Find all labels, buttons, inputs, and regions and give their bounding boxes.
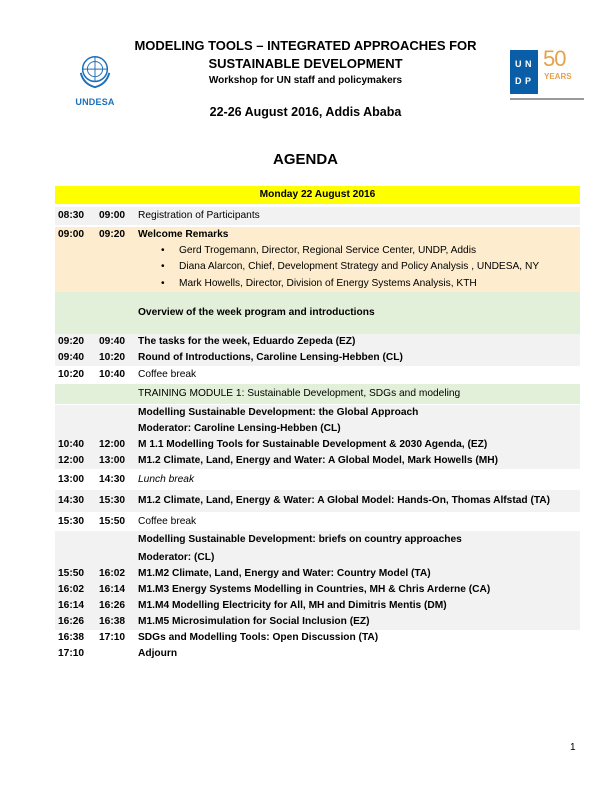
agenda-row xyxy=(55,490,580,512)
session-title: SDGs and Modelling Tools: Open Discussion (TA) xyxy=(138,632,379,643)
start-time: 16:38 xyxy=(58,632,85,643)
agenda-bullet-row xyxy=(55,259,580,275)
end-time: 16:26 xyxy=(99,600,126,611)
session-title: TRAINING MODULE 1: Sustainable Development, SDGs and modeling xyxy=(138,388,461,399)
session-title: M1.M2 Climate, Land, Energy and Water: Country Model (TA) xyxy=(138,568,431,579)
agenda-row xyxy=(55,227,580,243)
end-time: 16:14 xyxy=(99,584,126,595)
end-time: 09:40 xyxy=(99,336,126,347)
start-time: 16:14 xyxy=(58,600,85,611)
session-title: Modelling Sustainable Development: briefs on country approaches xyxy=(138,534,462,545)
agenda-row xyxy=(55,598,580,614)
speaker-name: Diana Alarcon, Chief, Development Strategy and Policy Analysis , UNDESA, NY xyxy=(179,261,540,272)
session-title: Registration of Participants xyxy=(138,210,260,221)
session-title: Moderator: (CL) xyxy=(138,552,215,563)
bullet-icon: • xyxy=(161,261,165,272)
agenda-row xyxy=(55,614,580,630)
undesa-logo-text: UNDESA xyxy=(75,97,115,107)
start-time: 15:30 xyxy=(58,516,85,527)
start-time: 09:20 xyxy=(58,336,85,347)
session-title: M1.M5 Microsimulation for Social Inclusion (EZ) xyxy=(138,616,370,627)
end-time: 14:30 xyxy=(99,474,126,485)
start-time: 14:30 xyxy=(58,495,85,506)
title-line-2: SUSTAINABLE DEVELOPMENT xyxy=(208,56,403,71)
start-time: 10:20 xyxy=(58,369,85,380)
undp-fifty: 50 xyxy=(543,46,566,71)
title-line-1: MODELING TOOLS – INTEGRATED APPROACHES FOR xyxy=(134,38,477,53)
session-title: Coffee break xyxy=(138,516,197,527)
agenda-row xyxy=(55,421,580,437)
agenda-bullet-row xyxy=(55,275,580,292)
speaker-name: Gerd Trogemann, Director, Regional Service Center, UNDP, Addis xyxy=(179,245,477,256)
agenda-row xyxy=(55,646,580,662)
session-title: M1.M3 Energy Systems Modelling in Countries, MH & Chris Arderne (CA) xyxy=(138,584,491,595)
agenda-row xyxy=(55,366,580,383)
start-time: 15:50 xyxy=(58,568,85,579)
speaker-name: Mark Howells, Director, Division of Energy Systems Analysis, KTH xyxy=(179,278,477,289)
agenda-row xyxy=(55,350,580,366)
subtitle: Workshop for UN staff and policymakers xyxy=(208,75,403,86)
agenda-row xyxy=(55,405,580,421)
agenda-row xyxy=(55,384,580,404)
agenda-row xyxy=(55,437,580,453)
end-time: 10:20 xyxy=(99,352,126,363)
agenda-row xyxy=(55,334,580,350)
agenda-bullet-row xyxy=(55,243,580,259)
day-header-row xyxy=(55,186,580,204)
session-title: M1.M4 Modelling Electricity for All, MH and Dimitris Mentis (DM) xyxy=(138,600,447,611)
undp-tagline-line xyxy=(510,98,584,100)
end-time: 15:50 xyxy=(99,516,126,527)
end-time: 09:00 xyxy=(99,210,126,221)
session-title: Coffee break xyxy=(138,369,197,380)
session-title: Adjourn xyxy=(138,648,178,659)
end-time: 16:02 xyxy=(99,568,126,579)
start-time: 13:00 xyxy=(58,474,85,485)
undp-letter-p: P xyxy=(525,76,532,86)
agenda-row xyxy=(55,453,580,469)
date-location: 22-26 August 2016, Addis Ababa xyxy=(209,105,402,119)
agenda-heading: AGENDA xyxy=(272,151,338,168)
end-time: 12:00 xyxy=(99,439,126,450)
end-time: 17:10 xyxy=(99,632,126,643)
agenda-row xyxy=(55,469,580,490)
end-time: 10:40 xyxy=(99,369,126,380)
agenda-row xyxy=(55,566,580,582)
page-number: 1 xyxy=(570,742,576,753)
day-header-text: Monday 22 August 2016 xyxy=(259,189,376,200)
agenda-row xyxy=(55,582,580,598)
start-time: 09:40 xyxy=(58,352,85,363)
undp-letter-u: U xyxy=(515,59,522,69)
start-time: 12:00 xyxy=(58,455,85,466)
end-time: 13:00 xyxy=(99,455,126,466)
bullet-icon: • xyxy=(161,278,165,289)
agenda-row xyxy=(55,630,580,646)
session-title: Moderator: Caroline Lensing-Hebben (CL) xyxy=(138,423,341,434)
agenda-row xyxy=(55,512,580,531)
start-time: 08:30 xyxy=(58,210,85,221)
bullet-icon: • xyxy=(161,245,165,256)
start-time: 17:10 xyxy=(58,648,85,659)
session-title: The tasks for the week, Eduardo Zepeda (EZ) xyxy=(138,336,356,347)
session-title: M1.2 Climate, Land, Energy & Water: A Global Model: Hands-On, Thomas Alfstad (TA) xyxy=(138,495,551,506)
end-time: 09:20 xyxy=(99,229,126,240)
agenda-row xyxy=(55,207,580,225)
session-title: Welcome Remarks xyxy=(138,229,229,240)
session-title: Overview of the week program and introductions xyxy=(138,307,375,318)
end-time: 16:38 xyxy=(99,616,126,627)
start-time: 09:00 xyxy=(58,229,85,240)
start-time: 16:02 xyxy=(58,584,85,595)
undp-letter-d: D xyxy=(515,76,522,86)
agenda-row xyxy=(55,292,580,334)
session-title: M1.2 Climate, Land, Energy and Water: A Global Model, Mark Howells (MH) xyxy=(138,455,499,466)
session-title: Lunch break xyxy=(138,474,195,485)
agenda-row xyxy=(55,549,580,566)
session-title: M 1.1 Modelling Tools for Sustainable Development & 2030 Agenda, (EZ) xyxy=(138,439,488,450)
undp-years: YEARS xyxy=(544,72,572,81)
session-title: Modelling Sustainable Development: the Global Approach xyxy=(138,407,419,418)
undp-letter-n: N xyxy=(525,59,532,69)
start-time: 10:40 xyxy=(58,439,85,450)
end-time: 15:30 xyxy=(99,495,126,506)
session-title: Round of Introductions, Caroline Lensing-Hebben (CL) xyxy=(138,352,403,363)
agenda-row xyxy=(55,531,580,549)
start-time: 16:26 xyxy=(58,616,85,627)
